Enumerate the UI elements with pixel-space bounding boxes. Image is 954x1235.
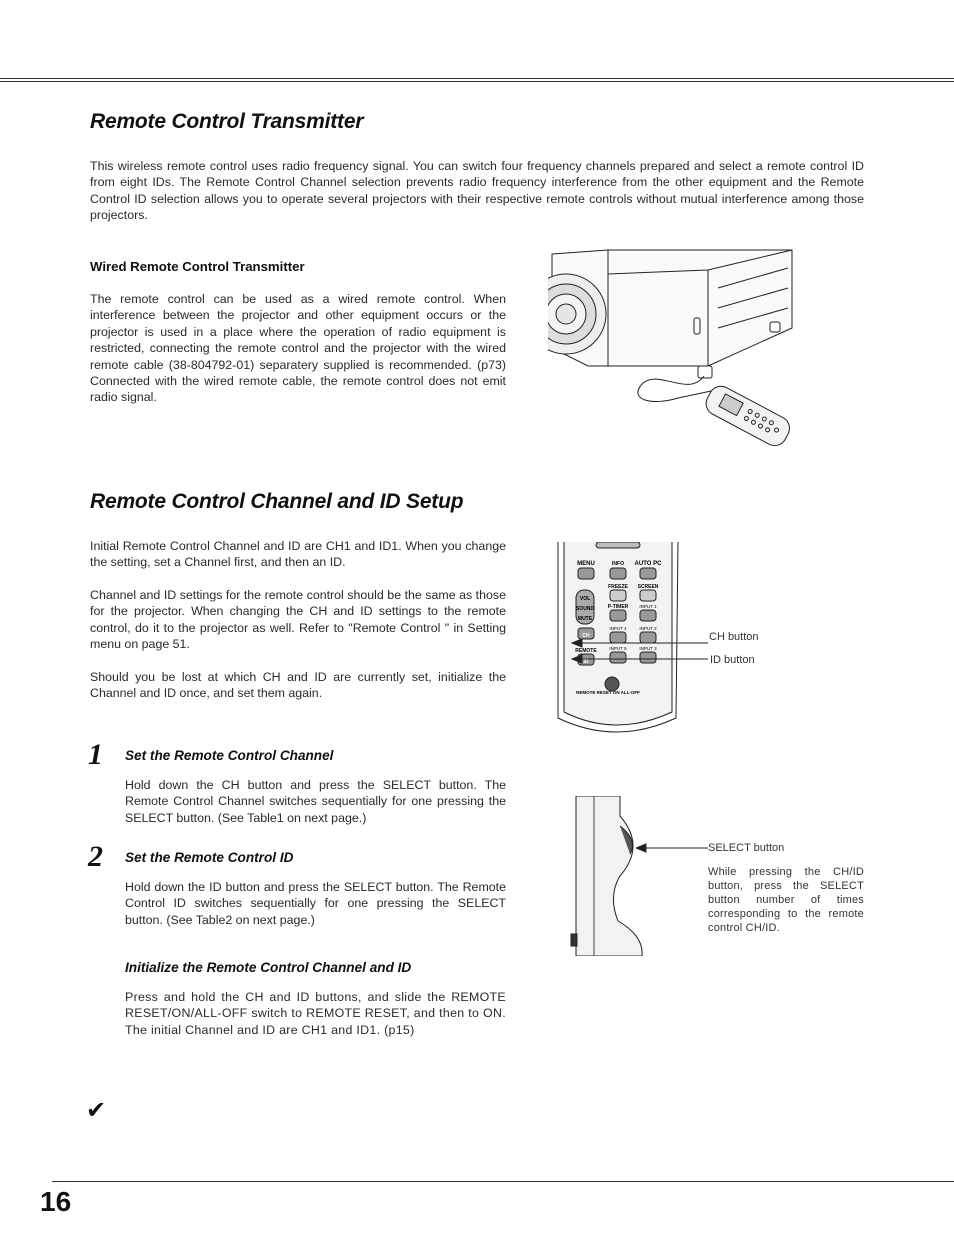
setup-paragraph-3: Should you be lost at which CH and ID are currently set, initialize the Channel and ID once, and set them again. (90, 670, 506, 701)
remote-input3-label: INPUT 3 (639, 646, 657, 651)
header-rule (0, 81, 954, 82)
projector-wired-remote-illustration (548, 248, 812, 452)
ch-button-callout: CH button (709, 631, 759, 643)
step-title: Set the Remote Control Channel (125, 748, 334, 763)
remote-input2-label: INPUT 2 (639, 626, 657, 631)
step-body: Hold down the ID button and press the SELECT button. The Remote Control ID switches sequentially for one pressing the SELECT button. (See Table2 on next page.) (125, 880, 506, 927)
remote-sound-label: SOUND (575, 606, 595, 612)
section-title-channel-id: Remote Control Channel and ID Setup (90, 490, 464, 513)
id-button-callout: ID button (710, 654, 755, 666)
select-button-callout: SELECT button (708, 842, 785, 854)
step-number: 1 (88, 738, 103, 771)
initialize-body: Press and hold the CH and ID buttons, and slide the REMOTE RESET/ON/ALL-OFF switch to REMOTE RESET, and then to ON. The initial Channel and ID are CH1 and ID1. (p15) (125, 990, 506, 1037)
page-number: 16 (40, 1186, 72, 1217)
remote-input4-label: INPUT 4 (609, 626, 627, 631)
setup-paragraph-1: Initial Remote Control Channel and ID are CH1 and ID1. When you change the setting, set a Channel first, and then an ID. (90, 539, 506, 570)
wired-paragraph: The remote control can be used as a wired remote control. When interference between the projector and other equipment occurs or the projector is used in a place where the operation of radio equipment is restricted, connecting the remote control and the projector with the wired remote cable (38-804792-01) separatery supplied is recommended. (p73) Connected with the wired remote cable, the remote control does not emit radio signal. (90, 292, 506, 405)
select-callout-arrow (636, 842, 710, 854)
remote-id-label: ID (583, 659, 589, 665)
select-note: While pressing the CH/ID button, press the SELECT button number of times corresponding to the remote control CH/ID. (708, 866, 864, 934)
remote-vol-label: VOL (579, 596, 591, 602)
remote-autopc-label: AUTO PC (634, 561, 662, 567)
step-number: 2 (88, 840, 103, 873)
remote-info-label: INFO (612, 561, 624, 567)
remote-menu-label: MENU (577, 561, 595, 567)
wired-heading: Wired Remote Control Transmitter (90, 259, 305, 274)
remote-screen-label: SCREEN (637, 584, 659, 590)
initialize-title: Initialize the Remote Control Channel and ID (125, 960, 412, 975)
callout-arrows (570, 630, 710, 670)
check-mark-icon: ✔ (86, 1097, 107, 1124)
step-title: Set the Remote Control ID (125, 850, 294, 865)
remote-mute-label: MUTE (577, 616, 593, 622)
remote-input1-label: INPUT 1 (639, 604, 657, 609)
remote-switch-label: REMOTE RESET ON ALL-OFF (576, 690, 640, 695)
step-body: Hold down the CH button and press the SELECT button. The Remote Control Channel switches sequentially for one pressing the SELECT button. (See Table1 on next page.) (125, 778, 506, 825)
remote-side-view-illustration (568, 796, 648, 956)
remote-ch-label: CH (582, 633, 590, 639)
header-rule (0, 78, 954, 79)
remote-remote-label: REMOTE (575, 648, 597, 654)
remote-ptimer-label: P-TIMER (607, 604, 629, 610)
footer-rule (52, 1181, 954, 1182)
intro-paragraph: This wireless remote control uses radio frequency signal. You can switch four frequency channels prepared and select a remote control ID from eight IDs. The Remote Control Channel selection prevents radio frequency interference from the other equipment and the Remote Control ID selection allows you to operate several projectors with their respective remote controls without mutual interference among those projectors. (90, 159, 864, 223)
remote-freeze-label: FREEZE (608, 584, 628, 590)
setup-paragraph-2: Channel and ID settings for the remote control should be the same as those for the projector. When changing the CH and ID settings to the remote control, do it to the projector as well. Refer to "Remote Control " in Setting menu on page 51. (90, 588, 506, 652)
remote-input5-label: INPUT 5 (609, 646, 627, 651)
section-title-transmitter: Remote Control Transmitter (90, 110, 364, 133)
